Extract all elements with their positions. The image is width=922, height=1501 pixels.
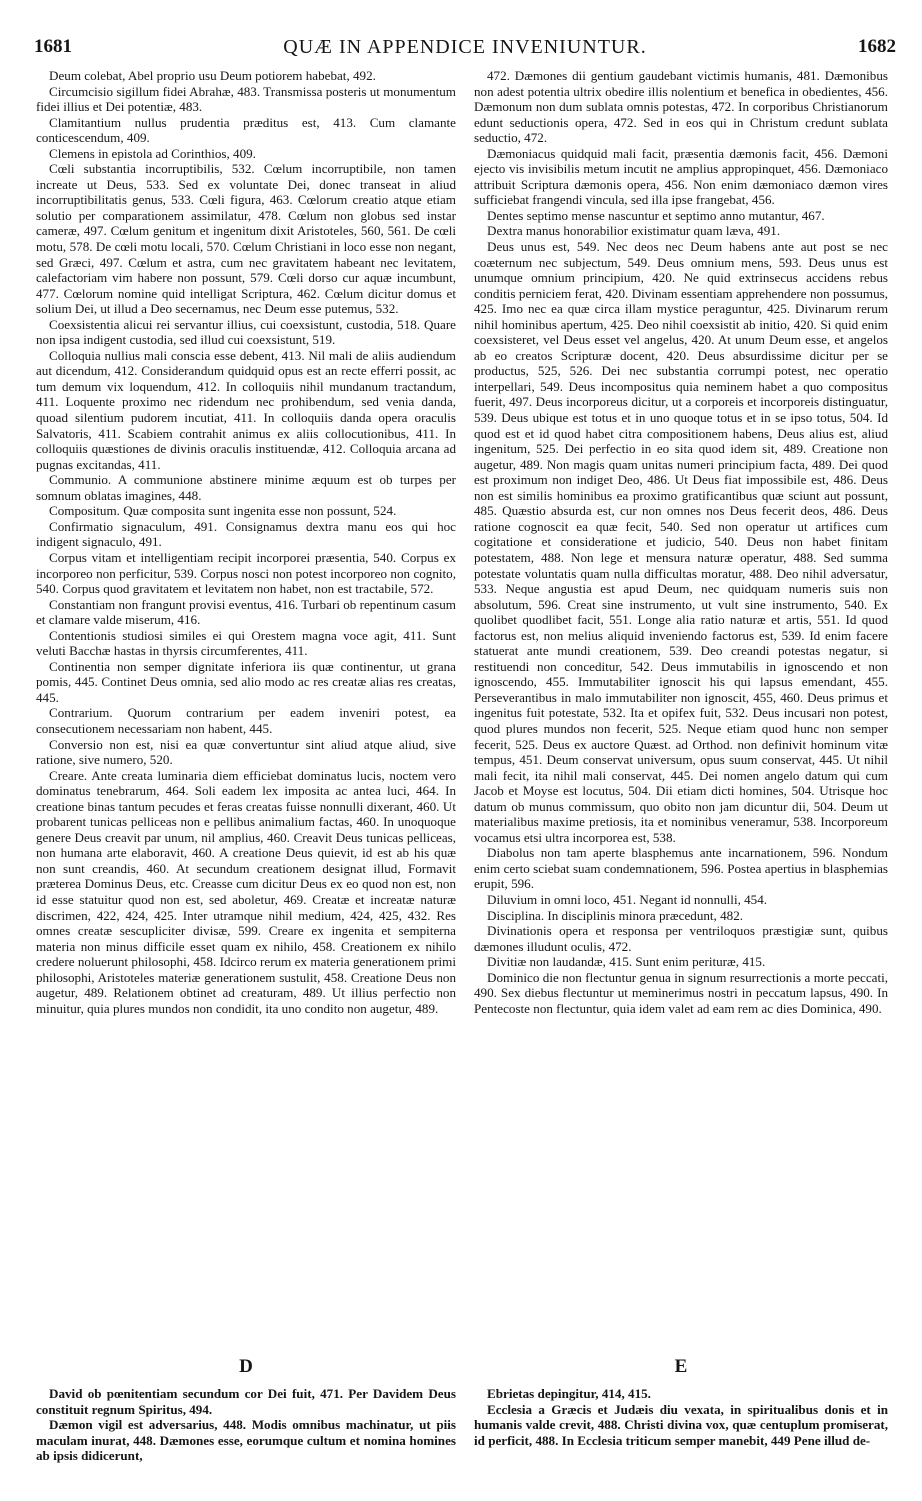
index-entry-continentia: Continentia non semper dignitate inferiora iis quæ continentur, ut grana pomis, 445. Continet Deus omnia, sed alio modo ac res creatæ alias res creatas, 445. — [36, 658, 456, 705]
section-e-entries — [474, 1386, 888, 1448]
index-entry-clamitantium: Clamitantium nullus prudentia præditus est, 413. Cum clamante conticescendum, 409. — [36, 114, 456, 146]
index-entry-dominico: Dominico die non flectuntur genua in signum resurrectionis a morte peccati, 490. Sex diebus flectuntur ut meminerimus nostri in peccatum lapsus, 490. In Pentecoste non flectuntur, quia idem valet ad eam rem ac dies Dominica, 490. — [474, 969, 888, 1016]
left-page-number: 1681 — [34, 36, 72, 57]
index-entry-divitiae: Divitiæ non laudandæ, 415. Sunt enim perituræ, 415. — [487, 954, 766, 970]
index-entry-contentionis: Contentionis studiosi similes ei qui Orestem magna voce agit, 411. Sunt veluti Bacchæ hastas in thyrsis circumferentes, 411. — [36, 627, 456, 659]
index-entry-ebrietas: Ebrietas depingitur, 414, 415. — [487, 1386, 651, 1401]
index-entry-divinationis: Divinationis opera et responsa per ventriloquos præstigiæ sunt, quibus dæmones illudunt oculis, 472. — [474, 923, 888, 954]
left-column — [36, 68, 456, 1016]
index-entry-deus: Deus unus est, 549. Nec deos nec Deum habens ante aut post se nec coæternum nec subjectum, 549. Deus omnium mens, 593. Deus unus est unumque omnium principium, 420. Ne quid extrinsecus accidens rebus conditis perniciem ferat, 420. Divinam essentiam apprehendere non possumus, 425. Imo nec ea quæ circa illam mystice peraguntur, 425. Divinarum rerum nihil hominibus apertum, 425. Deo nihil coexsistit ab initio, 420. Si quid enim coexsisteret, vel Deus esset vel angelus, 420. At unum Deum esse, et angelos ab eo creatos Scripturæ docent, 420. Deus absurdissime dicitur per se productus, 525, 526. Dei nec substantia corrumpi potest, nec operatio interpellari, 549. Deus incompositus quia neminem habet a quo compositus fuerit, 497. Deus incorporeus dicitur, ut a corporeis et incorporeis distinguatur, 539. Deus ubique est totus et in uno quoque totus et in se ipso totus, 504. Id quod est et id quod habet citra compositionem habens, Deus alius est, aliud ingenitum, 525. Dei perfectio in eo sita quod idem sit, 489. Creatione non augetur, 489. Non magis quam unitas numeri principium facta, 489. Dei quod est proximum non indiget Deo, 486. Ut Deus fiat impossibile est, 486. Deus non est similis hominibus ea proximo gratificantibus quæ sciunt aut possunt, 485. Quæstio absurda est, cur non omnes nos Deus fecerit deos, 486. Deus ratione cognoscit ea quæ fecit, 540. Sed non operatur ut artifices cum cogitatione et consideratione et judicio, 540. Deus non habet finitam potestatem, 488. Non lege et mensura naturæ operatur, 488. Sed summa potestate voluntatis quam nulla difficultas moratur, 488. Deo nihil adversatur, 533. Neque angustia est apud Deum, nec quidquam numeris suis non absolutum, 596. Creat sine instrumento, ut vult sine instrumento, 540. Ex quolibet quodlibet facit, 551. Longe alia ratio naturæ et artis, 551. Id quod factorus est, non melius aliquid inveniendo factorus est, 539. Id enim facere statuerat ante mundi creationem, 539. Deo creandi potestas negatur, si restituendi non conceditur, 542. Deus immutabilis in ignoscendo et non ignoscendo, 455. Immutabiliter ignoscit his qui lapsus emendant, 455. Perseverantibus in malo immutabiliter non ignoscit, 455, 460. Deus primus et ingenitus fuit potestate, 532. Ita et opifex fuit, 532. Deus incusari non potest, quod plures mundos non fecerit, 525. Neque etiam quod hunc non semper fecerit, 525. Deus ex auctore Quæst. ad Orthod. non definivit hominum vitæ tempus, 451. Deum conservat universum, opus suum conservat, 445. Ut nihil mali fecit, ita nihil mali conservat, 445. Dei nomen angelo datum qui cum Jacob et Moyse est locutus, 504. Dii etiam dicti homines, 504. Utrisque hoc datum ob munus commissum, quo obito non jam dicuntur dii, 504. Deum ut materialibus maxime pretiosis, ita et nominibus veneramur, 538. Incorporeum vocamus etsi ultra incorporea est, 538. — [474, 239, 888, 845]
index-entry-dentes: Dentes septimo mense nascuntur et septimo anno mutantur, 467. — [487, 207, 825, 223]
section-d-entries — [36, 1386, 456, 1464]
index-entry-diluvium: Diluvium in omni loco, 451. Negant id nonnulli, 454. — [487, 891, 768, 907]
section-letter-d: D — [239, 1356, 253, 1377]
right-column — [474, 68, 888, 1016]
index-entry-confirmatio: Confirmatio signaculum, 491. Consignamus dextra manu eos qui hoc indigent signaculo, 491. — [36, 518, 456, 550]
index-entry-coexsistentia: Coexsistentia alicui rei servantur illius, cui coexsistunt, custodia, 518. Quare non ipsa indigent custodia, sed illud cui coexsistunt, 519. — [36, 316, 456, 348]
index-entry-colloquia: Colloquia nullius mali conscia esse debent, 413. Nil mali de aliis audiendum aut dicendum, 412. Considerandum quidquid opus est an recte efferri possit, ac tum demum vix loquendum, 412. In colloquiis nihil mundanum tractandum, 411. Loquente proximo nec ridendum nec prohibendum, sed venia danda, quoad silentium pudorem incutiat, 411. In colloquiis danda opera oraculis Salvatoris, 411. Scabiem contrahit animus ex aliis collocutionibus, 411. In colloquiis quæstiones de divinis oraculis instituendæ, 412. Colloquia arcana ad pugnas excitandas, 411. — [36, 347, 456, 472]
index-entry-daemoniacus: Dæmoniacus quidquid mali facit, præsentia dæmonis facit, 456. Dæmoni ejecto vis invisibilis metum incutit ne amplius appropinquet, 456. Dæmoniaco attribuit Scriptura dæmonis opera, 456. Non enim dæmoniaco dæmon vires sufficiebat frangendi vincula, sed illa ipse frangebat, 456. — [474, 145, 888, 208]
index-entry-dextra: Dextra manus honorabilior existimatur quam læva, 491. — [487, 223, 781, 239]
section-letter-e: E — [674, 1356, 688, 1377]
index-entry-daemon: Dæmon vigil est adversarius, 448. Modis omnibus machinatur, ut piis maculam inurat, 448. Dæmones esse, eorumque cultum et nomina homines ab ipsis didicerunt, — [36, 1417, 456, 1464]
index-entry-conversio: Conversio non est, nisi ea quæ convertuntur sint aliud atque aliud, sive ratione, sive numero, 520. — [36, 736, 456, 768]
index-entry-constantiam: Constantiam non frangunt provisi eventus, 416. Turbari ob repentinum casum et clamare valde miserum, 416. — [36, 596, 456, 628]
index-entry-creare: Creare. Ante creata luminaria diem efficiebat dominatus lucis, noctem vero dominatus tenebrarum, 464. Soli eadem lex imposita ac antea luci, 464. In creatione binas tantum pecudes et feras creatas fuisse nonnulli dixerant, 460. Ut probarent tunicas pelliceas non e pellibus animalium factas, 460. In unoquoque genere Deus creavit par unum, nil amplius, 460. Creavit Deus tunicas pelliceas, non humana arte elaboravit, 460. A creatione Deus quievit, id est ab his quæ non sunt creandis, 460. At secundum creationem designat illud, Formavit præterea Dominus Deus, etc. Creasse cum dicitur Deus ex eo quod non est, non id esse statuitur quod non est, sed aboletur, 469. Creatæ et increatæ naturæ discrimen, 422, 424, 425. Inter utramque nihil medium, 424, 425, 432. Res omnes creatæ sescupliciter divisæ, 599. Creare ex ingenita et sempiterna materia non minus difficile esset quam ex nihilo, 458. Creationem ex nihilo credere noluerunt philosophi, 458. Idcirco rerum ex materia generationem primi philosophi, Aristoteles materiæ generationem sustulit, 458. Creatione Deus non augetur, 489. Relationem obtinet ad creaturam, 489. Ut illius perfectio non minuitur, quia plures mundos non condidit, ita uno condito non augetur, 489. — [36, 767, 456, 1016]
index-entry-circumcisio: Circumcisio sigillum fidei Abrahæ, 483. Transmissa posteris ut monumentum fidei illius et Dei potentiæ, 483. — [36, 83, 456, 115]
index-entry-clemens: Clemens in epistola ad Corinthios, 409. — [49, 145, 256, 161]
index-entry-david: David ob pœnitentiam secundum cor Dei fuit, 471. Per Davidem Deus constituit regnum Spiritus, 494. — [36, 1386, 456, 1417]
index-entry-communio: Communio. A communione abstinere minime æquum est ob turpes per somnum oblatas imagines, 448. — [36, 472, 456, 503]
right-page-number: 1682 — [858, 36, 896, 57]
index-entry-corpus: Corpus vitam et intelligentiam recipit incorporei præsentia, 540. Corpus ex incorporeo non perficitur, 539. Corpus nosci non potest incorporeo non cognito, 540. Corpus quod gravitatem et levitatem non habet, non est tractabile, 572. — [36, 549, 456, 597]
index-entry-diabolus: Diabolus non tam aperte blasphemus ante incarnationem, 596. Nondum enim certo sciebat suam condemnationem, 596. Postea apertius in blasphemias erupit, 596. — [474, 845, 888, 892]
index-entry-daemones-cont: 472. Dæmones dii gentium gaudebant victimis humanis, 481. Dæmonibus non adest potentia ultrix obedire illis nolentium et benefica in obedientes, 456. Dæmonum non dum sublata omnis potestas, 472. In corporibus Christianorum edunt seductionis opera, 472. Sed in eos qui in Christum credunt sublata seductio, 472. — [474, 68, 888, 146]
index-entry-contrarium: Contrarium. Quorum contrarium per eadem inveniri potest, ea consecutionem necessariam non habent, 445. — [36, 705, 456, 736]
running-title: QUÆ IN APPENDICE INVENIUNTUR. — [283, 36, 647, 58]
index-entry-disciplina: Disciplina. In disciplinis minora præcedunt, 482. — [487, 907, 744, 923]
index-entry-abel: Deum colebat, Abel proprio usu Deum potiorem habebat, 492. — [49, 68, 376, 83]
index-entry-ecclesia: Ecclesia a Græcis et Judæis diu vexata, in spiritualibus donis et in humanis valde crevit, 488. Christi divina vox, quæ centuplum promiserat, id perficit, 488. In Ecclesia triticum semper manebit, 449 Pene illud de- — [474, 1401, 888, 1448]
index-entry-compositum: Compositum. Quæ composita sunt ingenita esse non possunt, 524. — [49, 503, 397, 519]
index-entry-coeli: Cœli substantia incorruptibilis, 532. Cœlum incorruptibile, non tamen increate ut Deus, 533. Sed ex voluntate Dei, donec transeat in aliud incorruptibilitatis genus, 533. Cœli figura, 463. Cœlorum creatio atque etiam solutio per comparationem assimilatur, 478. Cœlum non globus sed instar cameræ, 497. Cœlum genitum et ingenitum dixit Aristoteles, 560, 561. De cœli motu, 578. De cœli motu locali, 570. Cœlum Christiani in loco esse non negant, sed Græci, 497. Cœlum et astra, cum nec gravitatem habeant nec levitatem, calefactoriam vim habere non possunt, 579. Cœli dorso cur aquæ incumbunt, 477. Cœlorum nomine quid intelligat Scriptura, 462. Cœlum dicitur domus et solium Dei, ut illud a Deo secernamus, nec Deum esse putemus, 532. — [36, 161, 456, 317]
page-header — [34, 24, 896, 64]
